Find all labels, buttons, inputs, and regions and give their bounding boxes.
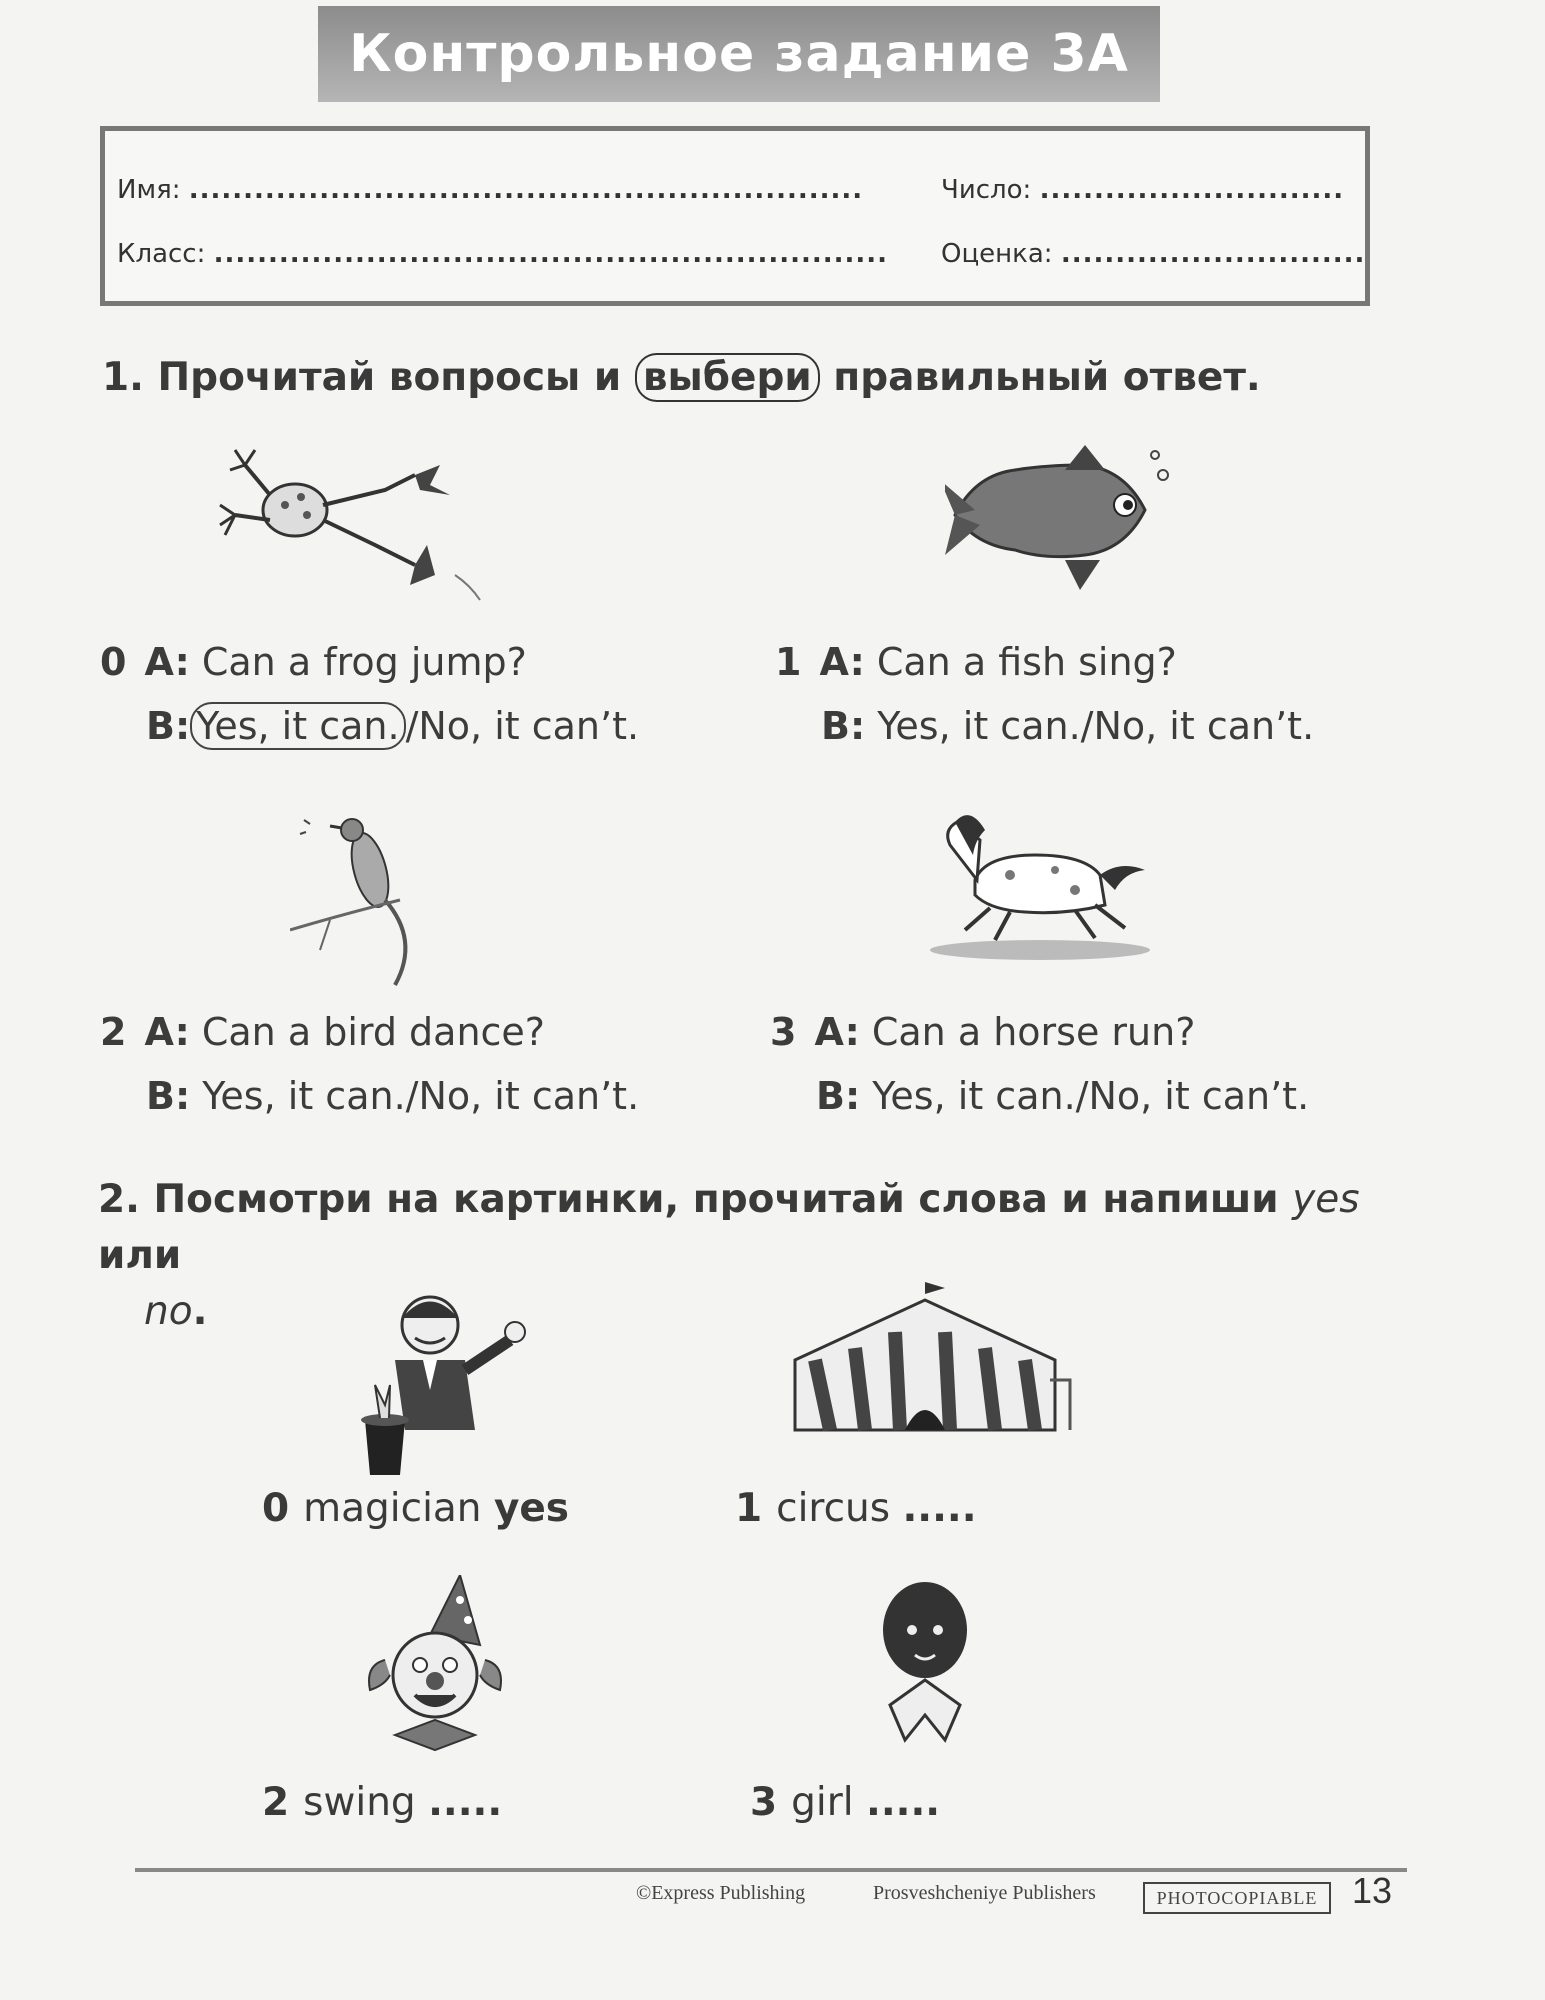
item-number: 1 — [735, 1486, 763, 1531]
answer-no[interactable]: No, it can’t. — [1093, 704, 1315, 748]
speaker-a: A: — [819, 640, 865, 684]
item-number: 0 — [100, 640, 127, 684]
word: magician — [303, 1486, 482, 1531]
answer-field[interactable]: yes — [493, 1486, 570, 1531]
page-number: 13 — [1352, 1870, 1393, 1911]
answer-no[interactable]: No, it can’t. — [418, 1074, 640, 1118]
word-item-2 — [262, 1780, 502, 1825]
task2-no-word: no — [144, 1289, 193, 1334]
title-bar — [318, 6, 1160, 102]
speaker-b: B: — [146, 704, 191, 748]
speaker-a: A: — [144, 640, 190, 684]
name-field[interactable] — [117, 175, 863, 205]
item-number: 3 — [770, 1010, 797, 1054]
task1-pre: Прочитай вопросы и — [157, 355, 622, 400]
speaker-a: A: — [144, 1010, 190, 1054]
grade-label: Оценка: — [941, 239, 1053, 269]
task1-number: 1. — [102, 355, 144, 400]
task2-or-word: или — [98, 1233, 182, 1278]
grade-dots: ............................ — [1060, 239, 1366, 269]
answer-yes[interactable]: Yes, it can. — [877, 704, 1081, 748]
task2-heading — [98, 1172, 1398, 1340]
class-label: Класс: — [117, 239, 206, 269]
class-field[interactable] — [117, 239, 888, 269]
answer-yes-circled[interactable]: Yes, it can. — [190, 702, 405, 750]
clown-picture — [350, 1575, 520, 1755]
speaker-a: A: — [814, 1010, 860, 1054]
circus-tent-picture — [785, 1280, 1075, 1450]
task2-number: 2. — [98, 1177, 140, 1222]
grade-field[interactable] — [941, 239, 1365, 269]
word: swing — [303, 1780, 416, 1825]
magician-picture — [335, 1280, 535, 1480]
question-text: Can a fish sing? — [876, 640, 1177, 684]
horse-picture — [915, 800, 1165, 960]
word-item-1 — [735, 1486, 977, 1531]
date-label: Число: — [941, 175, 1032, 205]
task2-pre: Посмотри на картинки, прочитай слова и напиши — [153, 1177, 1279, 1222]
speaker-b: B: — [821, 704, 866, 748]
date-dots: ............................ — [1039, 175, 1345, 205]
question-text: Can a bird dance? — [201, 1010, 545, 1054]
answer-separator: / — [1075, 1074, 1089, 1118]
class-dots: .............................................................. — [213, 239, 888, 269]
word-item-0 — [262, 1486, 569, 1531]
frog-picture — [215, 435, 505, 615]
item-number: 2 — [100, 1010, 127, 1054]
name-dots: .............................................................. — [188, 175, 864, 205]
task2-period: . — [192, 1289, 208, 1334]
publisher-text: Prosveshcheniye Publishers — [873, 1882, 1096, 1904]
question-text: Can a frog jump? — [201, 640, 527, 684]
bird-picture — [290, 800, 440, 990]
page-title: Контрольное задание 3А — [349, 24, 1129, 84]
answer-separator: / — [405, 1074, 419, 1118]
word: circus — [776, 1486, 891, 1531]
photocopiable-badge: PHOTOCOPIABLE — [1143, 1882, 1331, 1914]
student-info-box — [100, 126, 1370, 306]
answer-no[interactable]: No, it can’t. — [418, 704, 640, 748]
fish-picture — [945, 440, 1185, 600]
question-item-0 — [100, 640, 639, 768]
answer-separator: / — [1080, 704, 1094, 748]
answer-no[interactable]: No, it can’t. — [1088, 1074, 1310, 1118]
task1-heading — [102, 355, 1261, 400]
question-item-3 — [770, 1010, 1309, 1138]
question-item-1 — [775, 640, 1314, 768]
copyright-text: ©Express Publishing — [636, 1882, 806, 1904]
answer-yes[interactable]: Yes, it can. — [872, 1074, 1076, 1118]
answer-separator: / — [405, 704, 419, 748]
question-item-2 — [100, 1010, 639, 1138]
item-number: 3 — [750, 1780, 778, 1825]
task2-yes-word: yes — [1292, 1177, 1360, 1222]
task1-circled-word: выбери — [635, 353, 820, 402]
answer-yes[interactable]: Yes, it can. — [202, 1074, 406, 1118]
puppet-girl-picture — [860, 1575, 1000, 1745]
answer-field[interactable]: ..... — [428, 1780, 503, 1825]
item-number: 0 — [262, 1486, 290, 1531]
word: girl — [791, 1780, 854, 1825]
question-text: Can a horse run? — [871, 1010, 1196, 1054]
name-label: Имя: — [117, 175, 181, 205]
answer-field[interactable]: ..... — [902, 1486, 977, 1531]
date-field[interactable] — [941, 175, 1344, 205]
item-number: 1 — [775, 640, 802, 684]
word-item-3 — [750, 1780, 940, 1825]
answer-field[interactable]: ..... — [866, 1780, 941, 1825]
speaker-b: B: — [816, 1074, 861, 1118]
task1-post: правильный ответ. — [833, 355, 1261, 400]
item-number: 2 — [262, 1780, 290, 1825]
footer-rule — [135, 1868, 1407, 1872]
speaker-b: B: — [146, 1074, 191, 1118]
